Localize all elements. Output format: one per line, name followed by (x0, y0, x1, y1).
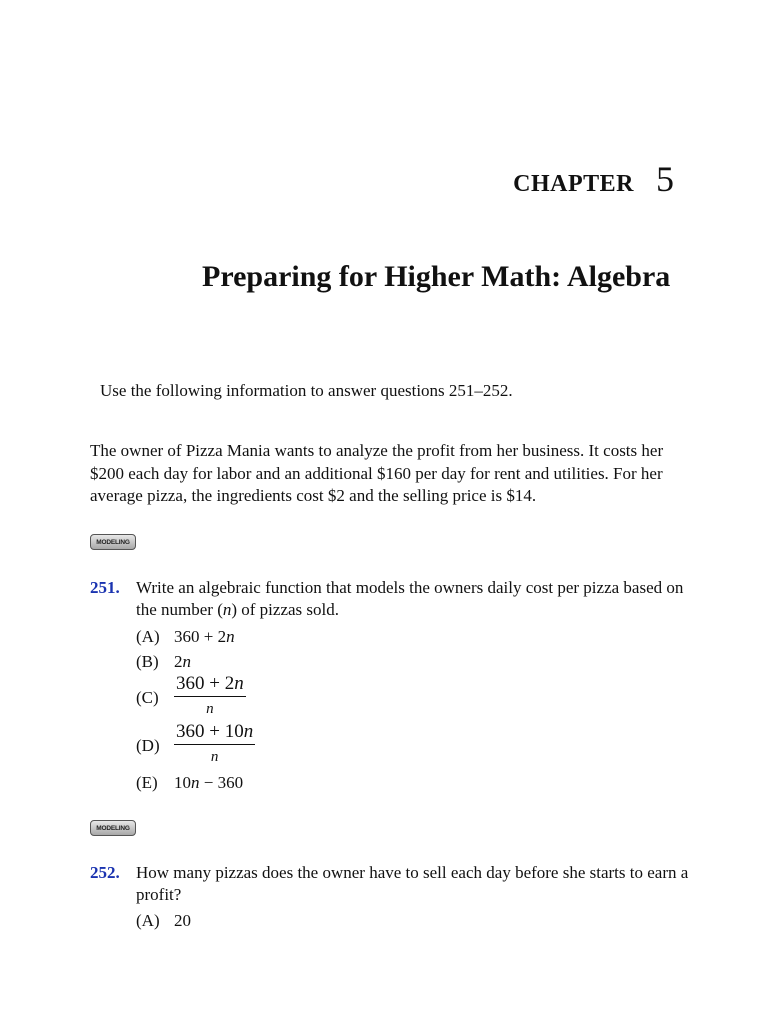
question-text: Write an algebraic function that models the owners daily cost per pizza based on the number (n) of pizzas sold. (136, 578, 684, 619)
option-label: (B) (136, 651, 159, 671)
option-value: 20 (174, 910, 191, 930)
option-value: 2n (174, 651, 191, 671)
option-label: (A) (136, 626, 160, 646)
passage-text: The owner of Pizza Mania wants to analyze the profit from her business. It costs her $200 each day for labor and an additional $160 per day for rent and utilities. For her average pizza, the ingredients cost $2 and the selling price is $14. (90, 441, 664, 505)
option-value: 10n − 360 (174, 772, 244, 792)
option-a[interactable] (136, 624, 690, 649)
chapter-label: CHAPTER (513, 171, 634, 197)
question-251 (90, 577, 690, 795)
question-number: 251. (90, 578, 120, 597)
option-label: (E) (136, 772, 158, 792)
modeling-badge: MODELING (90, 820, 136, 836)
chapter-number: 5 (656, 159, 674, 199)
fraction (174, 674, 246, 719)
option-e[interactable] (136, 770, 690, 795)
instruction-text: Use the following information to answer questions 251–252. (100, 381, 513, 400)
fraction (174, 722, 255, 767)
option-b[interactable] (136, 649, 690, 674)
question-252 (90, 862, 690, 933)
fraction-numerator: 360 + 2n (174, 674, 246, 697)
fraction-denominator: n (210, 748, 219, 765)
chapter-heading (513, 158, 674, 200)
option-label: (C) (136, 688, 159, 707)
question-text: How many pizzas does the owner have to sell each day before she starts to earn a profit? (136, 863, 689, 904)
option-a[interactable] (136, 908, 690, 933)
fraction-numerator: 360 + 10n (174, 722, 255, 745)
fraction-denominator: n (206, 700, 214, 717)
option-d[interactable] (136, 722, 690, 770)
option-value: 360 + 2n (174, 626, 235, 646)
option-label: (A) (136, 910, 160, 930)
option-label: (D) (136, 736, 160, 755)
option-c[interactable] (136, 674, 690, 722)
question-number: 252. (90, 863, 120, 882)
modeling-badge: MODELING (90, 534, 136, 550)
chapter-title: Preparing for Higher Math: Algebra (202, 260, 671, 293)
